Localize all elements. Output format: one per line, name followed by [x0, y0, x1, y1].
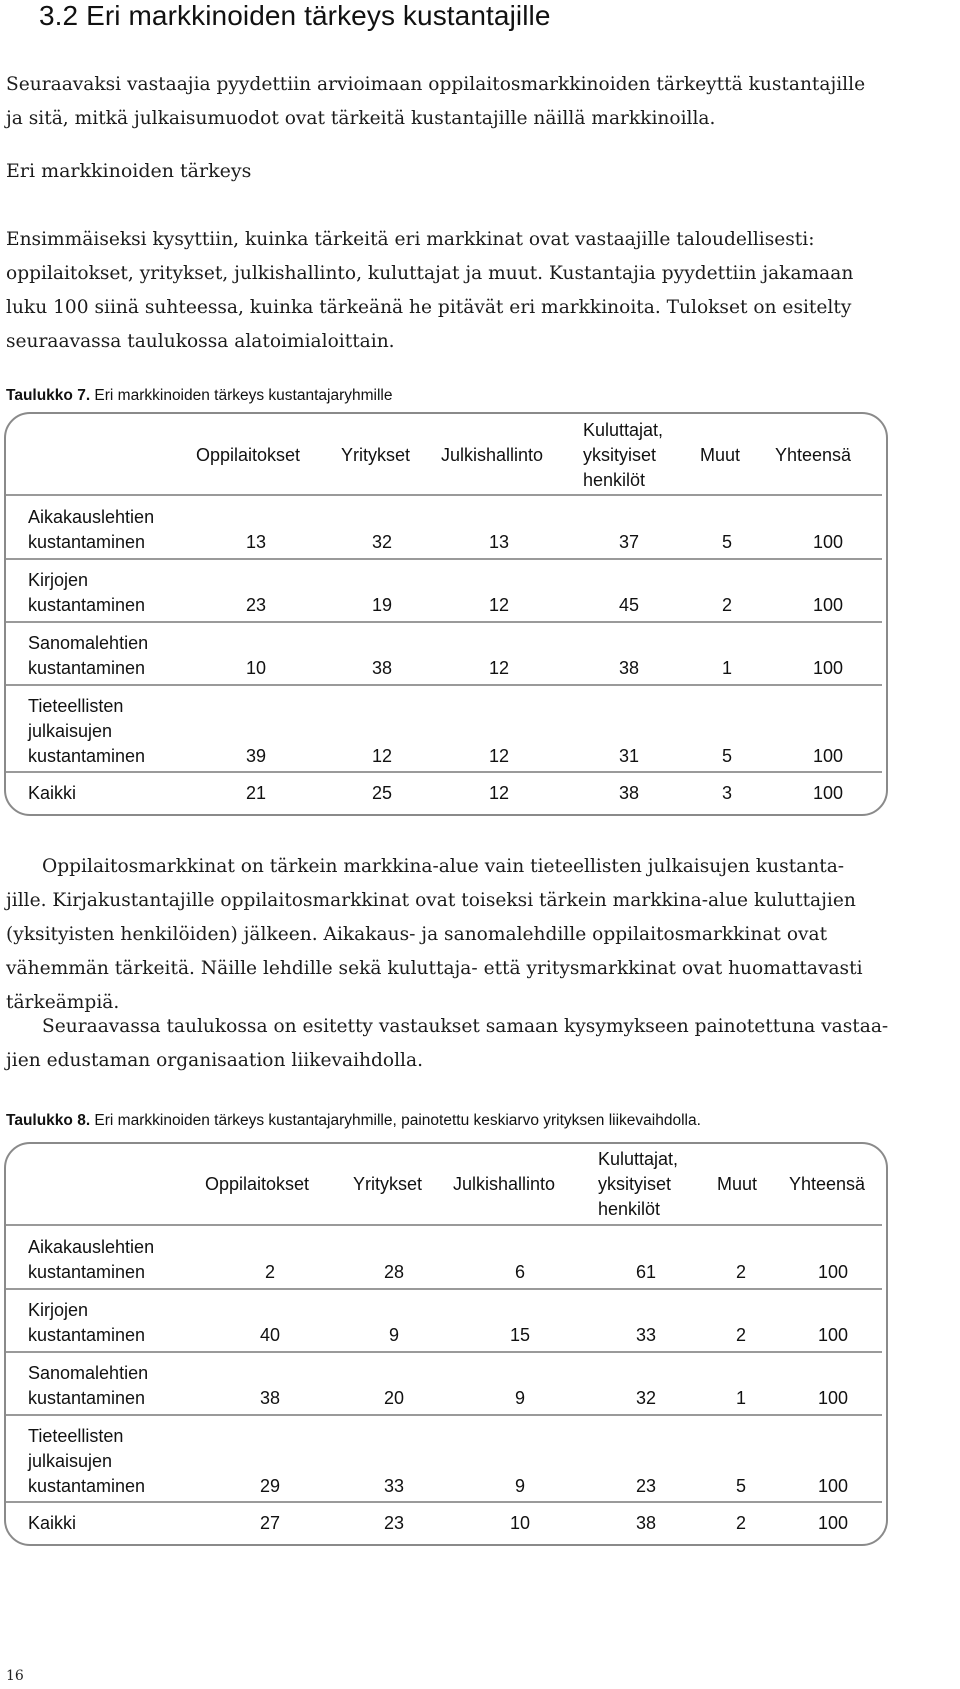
table8-caption-text: Eri markkinoiden tärkeys kustantajaryhmille, painotettu keskiarvo yrityksen liikevaihdolla. [90, 1112, 701, 1129]
table8-caption-label: Taulukko 8. [6, 1112, 91, 1129]
row-label: kustantaminen [28, 532, 146, 552]
table-cell-col-julkishallinto: 10 [509, 1513, 531, 1533]
table-cell-col-yhteensa: 100 [812, 658, 844, 678]
page-number: 16 [6, 1668, 24, 1684]
paragraph-line: (yksityisten henkilöiden) jälkeen. Aikakaus- ja sanomalehdille oppilaitosmarkkinat ovat [6, 924, 828, 945]
table-cell-col-oppilaitokset: 21 [245, 783, 267, 803]
table-cell-col-kuluttajat: 38 [635, 1513, 657, 1533]
table-cell-col-yhteensa: 100 [817, 1513, 849, 1533]
paragraph-1 [6, 223, 853, 359]
table-cell-col-julkishallinto: 9 [514, 1388, 525, 1408]
row-divider [6, 558, 882, 560]
table-cell-col-yritykset: 23 [383, 1513, 405, 1533]
intro-paragraph [6, 68, 865, 136]
row-label: julkaisujen [28, 721, 113, 741]
row-label: kustantaminen [28, 1325, 146, 1345]
table-cell-col-yritykset: 38 [371, 658, 393, 678]
paragraph-line: oppilaitokset, yritykset, julkishallinto, kuluttajat ja muut. Kustantajia pyydettiin jakamaan [6, 263, 854, 284]
table-cell-col-muut: 2 [721, 595, 732, 615]
table-cell-col-oppilaitokset: 23 [245, 595, 267, 615]
table-cell-col-julkishallinto: 9 [514, 1476, 525, 1496]
table-cell-col-yritykset: 33 [383, 1476, 405, 1496]
table-cell-col-muut: 2 [735, 1513, 746, 1533]
column-header-col-oppilaitokset: Oppilaitokset [205, 1174, 310, 1194]
row-label: Sanomalehtien [28, 1363, 149, 1383]
row-divider [6, 771, 882, 773]
table-cell-col-oppilaitokset: 10 [245, 658, 267, 678]
table-cell-col-yritykset: 25 [371, 783, 393, 803]
table-cell-col-oppilaitokset: 13 [245, 532, 267, 552]
table-cell-col-muut: 5 [721, 746, 732, 766]
row-label: Aikakauslehtien [28, 507, 155, 527]
intro-line: Seuraavaksi vastaajia pyydettiin arvioimaan oppilaitosmarkkinoiden tärkeyttä kustantajille [6, 74, 866, 95]
table7-caption [6, 387, 393, 405]
row-label: Kaikki [28, 783, 77, 803]
paragraph-line: Ensimmäiseksi kysyttiin, kuinka tärkeitä eri markkinat ovat vastaajille taloudellisesti: [6, 229, 815, 250]
table-cell-col-kuluttajat: 37 [618, 532, 640, 552]
table-cell-col-yritykset: 32 [371, 532, 393, 552]
row-label: Tieteellisten [28, 1426, 124, 1446]
table-cell-col-yritykset: 19 [371, 595, 393, 615]
paragraph-line: tärkeämpiä. [6, 992, 120, 1013]
table-cell-col-muut: 5 [721, 532, 732, 552]
table-cell-col-yhteensa: 100 [817, 1476, 849, 1496]
row-label: Kirjojen [28, 1300, 89, 1320]
table-cell-col-julkishallinto: 6 [514, 1262, 525, 1282]
paragraph-3 [6, 1010, 888, 1078]
column-header-col-kuluttajat: Kuluttajat, [598, 1149, 679, 1169]
table-cell-col-muut: 1 [735, 1388, 746, 1408]
table-cell-col-oppilaitokset: 29 [259, 1476, 281, 1496]
row-divider [6, 1414, 882, 1416]
column-header-col-kuluttajat: henkilöt [598, 1199, 661, 1219]
row-divider [6, 494, 882, 496]
table-cell-col-oppilaitokset: 38 [259, 1388, 281, 1408]
table-cell-col-kuluttajat: 45 [618, 595, 640, 615]
row-label: kustantaminen [28, 658, 146, 678]
paragraph-line: Oppilaitosmarkkinat on tärkein markkina-alue vain tieteellisten julkaisujen kustanta- [42, 856, 845, 877]
table-cell-col-kuluttajat: 23 [635, 1476, 657, 1496]
table-cell-col-oppilaitokset: 39 [245, 746, 267, 766]
table-cell-col-yritykset: 9 [388, 1325, 399, 1345]
column-header-col-yhteensa: Yhteensä [789, 1174, 866, 1194]
table7-caption-label: Taulukko 7. [6, 387, 91, 404]
table-cell-col-yritykset: 12 [371, 746, 393, 766]
row-label: Kaikki [28, 1513, 77, 1533]
table-cell-col-yhteensa: 100 [812, 595, 844, 615]
row-label: Tieteellisten [28, 696, 124, 716]
column-header-col-kuluttajat: yksityiset [598, 1174, 672, 1194]
column-header-col-julkishallinto: Julkishallinto [441, 445, 544, 465]
table-cell-col-julkishallinto: 12 [488, 658, 510, 678]
paragraph-line: jille. Kirjakustantajille oppilaitosmarkkinat ovat toiseksi tärkein markkina-alue kuluttajien [6, 890, 856, 911]
table-cell-col-julkishallinto: 15 [509, 1325, 531, 1345]
table-cell-col-kuluttajat: 61 [635, 1262, 657, 1282]
table-cell-col-kuluttajat: 31 [618, 746, 640, 766]
table-cell-col-yhteensa: 100 [817, 1388, 849, 1408]
column-header-col-muut: Muut [700, 445, 741, 465]
table-cell-col-oppilaitokset: 40 [259, 1325, 281, 1345]
column-header-col-kuluttajat: henkilöt [583, 470, 646, 490]
table-cell-col-yhteensa: 100 [812, 746, 844, 766]
subheading: Eri markkinoiden tärkeys [6, 160, 252, 182]
table-cell-col-julkishallinto: 12 [488, 595, 510, 615]
row-label: kustantaminen [28, 746, 146, 766]
table-cell-col-muut: 2 [735, 1325, 746, 1345]
table-cell-col-julkishallinto: 12 [488, 746, 510, 766]
table-cell-col-julkishallinto: 13 [488, 532, 510, 552]
table-cell-col-muut: 1 [721, 658, 732, 678]
row-divider [6, 1351, 882, 1353]
row-label: julkaisujen [28, 1451, 113, 1471]
column-header-col-muut: Muut [717, 1174, 758, 1194]
table-cell-col-julkishallinto: 12 [488, 783, 510, 803]
paragraph-2 [6, 850, 863, 1020]
table-cell-col-yritykset: 20 [383, 1388, 405, 1408]
paragraph-line: Seuraavassa taulukossa on esitetty vastaukset samaan kysymykseen painotettuna vastaa- [42, 1016, 889, 1037]
intro-line: ja sitä, mitkä julkaisumuodot ovat tärkeitä kustantajille näillä markkinoilla. [6, 108, 716, 129]
section-title: 3.2 Eri markkinoiden tärkeys kustantajille [39, 0, 551, 31]
column-header-col-yritykset: Yritykset [353, 1174, 423, 1194]
row-divider [6, 621, 882, 623]
table-cell-col-kuluttajat: 38 [618, 658, 640, 678]
row-divider [6, 684, 882, 686]
paragraph-line: seuraavassa taulukossa alatoimialoittain. [6, 331, 395, 352]
table7-caption-text: Eri markkinoiden tärkeys kustantajaryhmille [90, 387, 393, 404]
table-cell-col-oppilaitokset: 27 [259, 1513, 281, 1533]
row-label: kustantaminen [28, 1262, 146, 1282]
row-divider [6, 1501, 882, 1503]
paragraph-line: jien edustaman organisaation liikevaihdolla. [6, 1050, 423, 1071]
column-header-col-julkishallinto: Julkishallinto [453, 1174, 556, 1194]
table-cell-col-oppilaitokset: 2 [264, 1262, 275, 1282]
paragraph-line: vähemmän tärkeitä. Näille lehdille sekä kuluttaja- että yritysmarkkinat ovat huomattavasti [6, 958, 863, 979]
row-label: kustantaminen [28, 595, 146, 615]
column-header-col-oppilaitokset: Oppilaitokset [196, 445, 301, 465]
table-cell-col-kuluttajat: 32 [635, 1388, 657, 1408]
column-header-col-yhteensa: Yhteensä [775, 445, 852, 465]
table-cell-col-kuluttajat: 38 [618, 783, 640, 803]
table-cell-col-muut: 2 [735, 1262, 746, 1282]
row-label: Kirjojen [28, 570, 89, 590]
column-header-col-yritykset: Yritykset [341, 445, 411, 465]
table-cell-col-muut: 3 [721, 783, 732, 803]
row-label: kustantaminen [28, 1388, 146, 1408]
column-header-col-kuluttajat: yksityiset [583, 445, 657, 465]
table-cell-col-yritykset: 28 [383, 1262, 405, 1282]
row-label: Aikakauslehtien [28, 1237, 155, 1257]
table-cell-col-yhteensa: 100 [817, 1325, 849, 1345]
row-divider [6, 1288, 882, 1290]
row-divider [6, 1224, 882, 1226]
table-cell-col-muut: 5 [735, 1476, 746, 1496]
column-header-col-kuluttajat: Kuluttajat, [583, 420, 664, 440]
row-label: kustantaminen [28, 1476, 146, 1496]
table-cell-col-yhteensa: 100 [812, 532, 844, 552]
table8-caption [6, 1112, 701, 1130]
table-cell-col-kuluttajat: 33 [635, 1325, 657, 1345]
table-cell-col-yhteensa: 100 [817, 1262, 849, 1282]
table-cell-col-yhteensa: 100 [812, 783, 844, 803]
paragraph-line: luku 100 siinä suhteessa, kuinka tärkeänä he pitävät eri markkinoita. Tulokset on esitelty [6, 297, 852, 318]
row-label: Sanomalehtien [28, 633, 149, 653]
